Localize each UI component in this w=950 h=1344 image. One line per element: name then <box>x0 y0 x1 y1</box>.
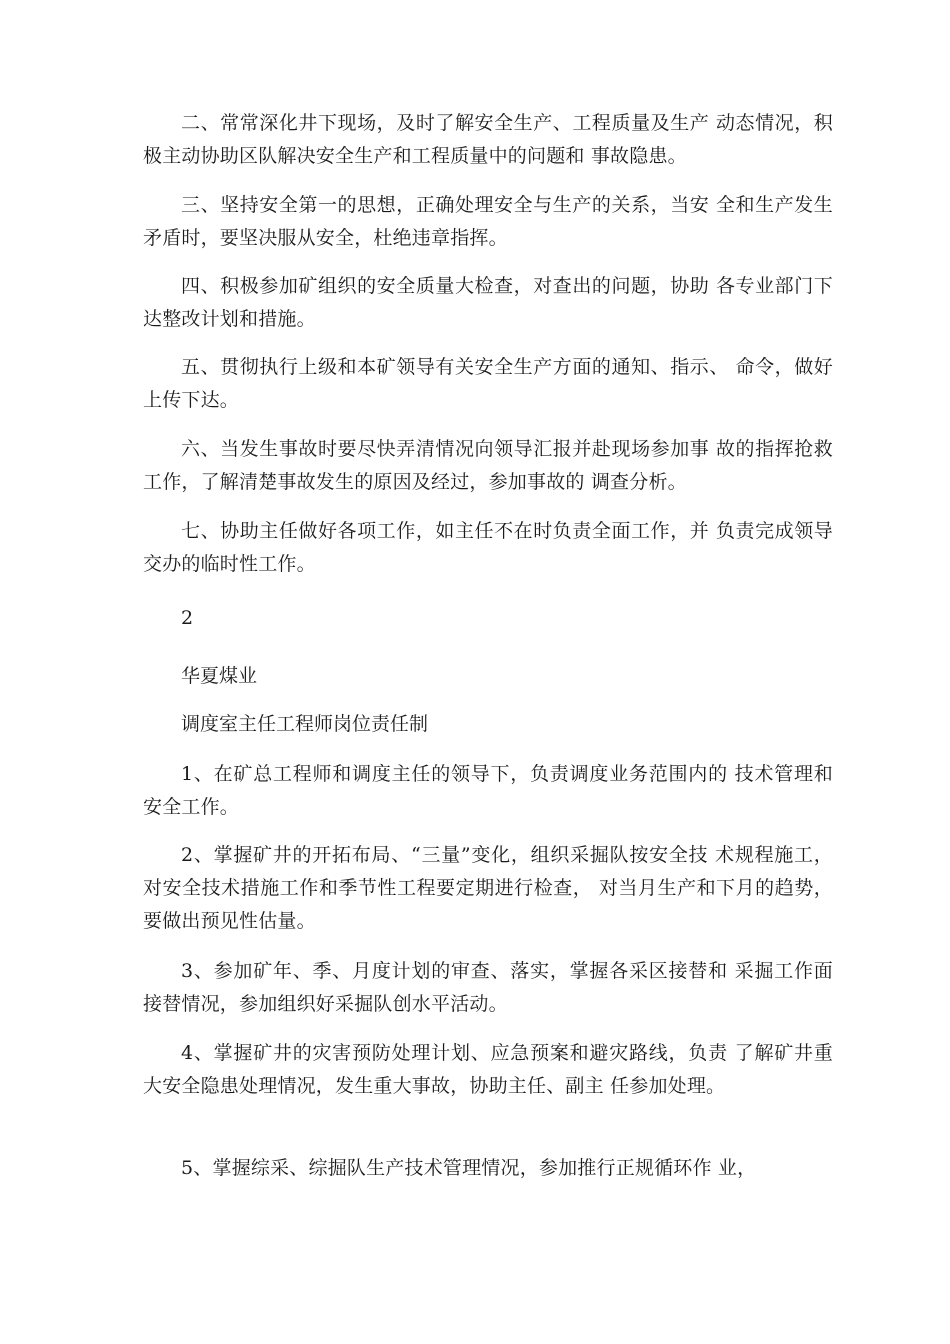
paragraph-item-2: 2、掌握矿井的开拓布局、“三量”变化，组织采掘队按安全技 术规程施工，对安全技术措施工作和季节性工程要定期进行检查， 对当月生产和下月的趋势，要做出预见性估量。 <box>143 844 833 932</box>
paragraph-duty-4: 四、积极参加矿组织的安全质量大检查，对查出的问题，协助 各专业部门下达整改计划和措施。 <box>143 275 833 330</box>
paragraph-duty-3: 三、坚持安全第一的思想，正确处理安全与生产的关系，当安 全和生产发生矛盾时，要坚决服从安全，杜绝违章指挥。 <box>143 194 833 249</box>
section-title: 调度室主任工程师岗位责任制 <box>181 713 429 735</box>
paragraph-item-5: 5、掌握综采、综掘队生产技术管理情况，参加推行正规循环作 业， <box>181 1157 757 1179</box>
paragraph-duty-7: 七、协助主任做好各项工作，如主任不在时负责全面工作，并 负责完成领导交办的临时性工作。 <box>143 520 833 575</box>
page-number: 2 <box>181 607 194 629</box>
paragraph-item-3: 3、参加矿年、季、月度计划的审查、落实，掌握各采区接替和 采掘工作面接替情况，参加组织好采掘队创水平活动。 <box>143 960 833 1015</box>
paragraph-duty-5: 五、贯彻执行上级和本矿领导有关安全生产方面的通知、指示、 命令，做好上传下达。 <box>143 356 833 411</box>
paragraph-item-4: 4、掌握矿井的灾害预防处理计划、应急预案和避灾路线，负责 了解矿井重大安全隐患处理情况，发生重大事故，协助主任、副主 任参加处理。 <box>143 1042 833 1097</box>
paragraph-item-1: 1、在矿总工程师和调度主任的领导下，负责调度业务范围内的 技术管理和安全工作。 <box>143 763 833 818</box>
paragraph-duty-2: 二、常常深化井下现场，及时了解安全生产、工程质量及生产 动态情况，积极主动协助区队解决安全生产和工程质量中的问题和 事故隐患。 <box>143 112 833 167</box>
company-name: 华夏煤业 <box>181 665 258 687</box>
paragraph-duty-6: 六、当发生事故时要尽快弄清情况向领导汇报并赴现场参加事 故的指挥抢救工作，了解清楚事故发生的原因及经过，参加事故的 调查分析。 <box>143 438 833 493</box>
